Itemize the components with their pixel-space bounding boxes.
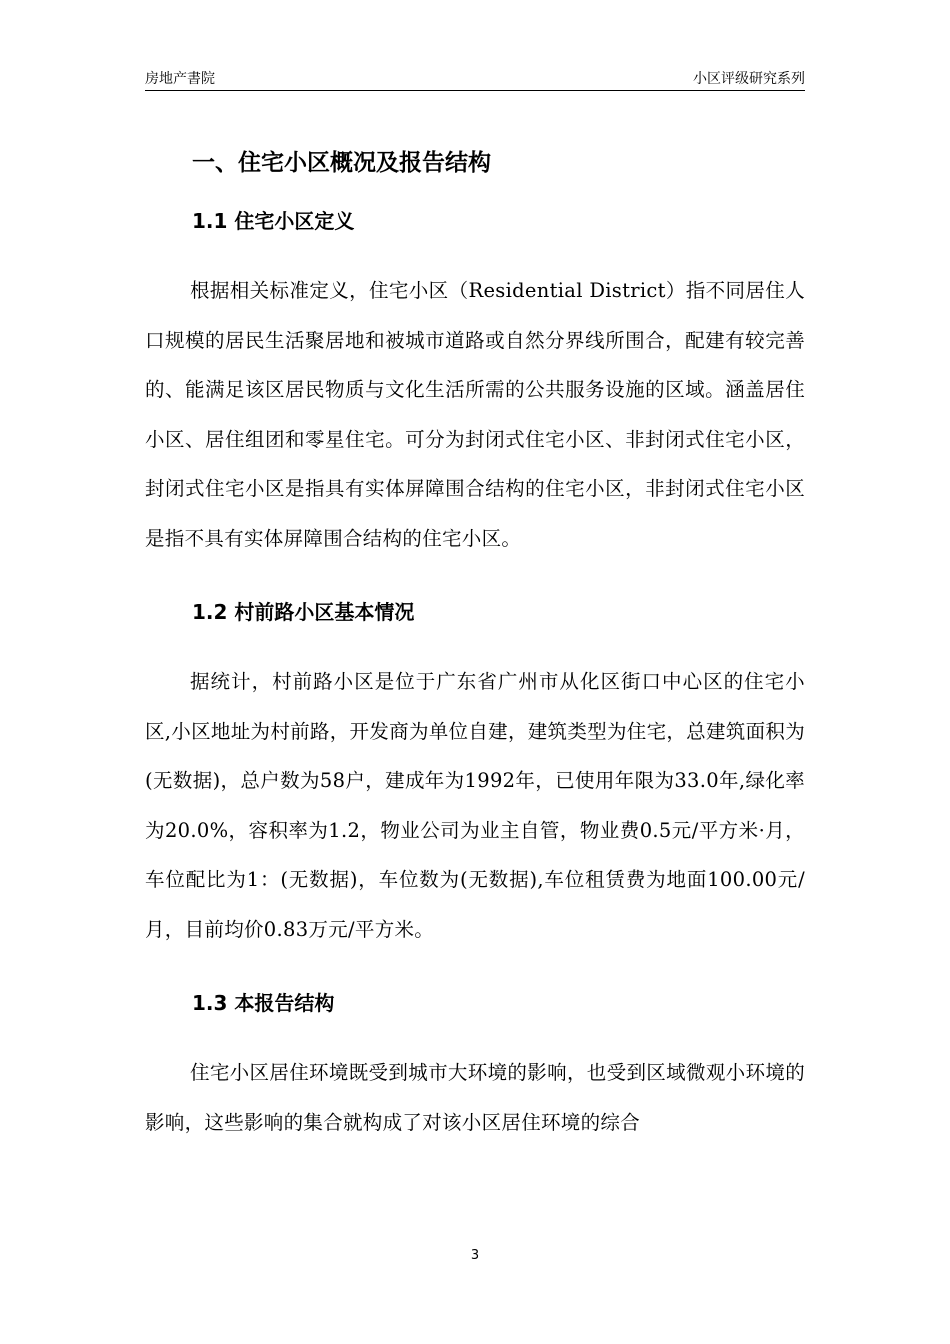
section-1-1-paragraph: 根据相关标准定义，住宅小区（Residential District）指不同居住人口规模的居民生活聚居地和被城市道路或自然分界线所围合，配建有较完善的、能满足该区居民物质与文化生活所需的公共服务设施的区域。涵盖居住小区、居住组团和零星住宅。可分为封闭式住宅小区、非封闭式住宅小区，封闭式住宅小区是指具有实体屏障围合结构的住宅小区，非封闭式住宅小区是指不具有实体屏障围合结构的住宅小区。 [145,279,805,550]
section-1-1-heading: 1.1 住宅小区定义 [192,209,355,233]
section-1-2-heading: 1.2 村前路小区基本情况 [192,600,415,624]
document-body [145,140,805,1147]
header-series-title: 小区评级研究系列 [693,71,805,87]
page-number: 3 [470,1248,480,1263]
section-1-3-paragraph: 住宅小区居住环境既受到城市大环境的影响，也受到区域微观小环境的影响，这些影响的集合就构成了对该小区居住环境的综合 [145,1061,805,1134]
section-1-2-paragraph: 据统计，村前路小区是位于广东省广州市从化区街口中心区的住宅小区,小区地址为村前路，开发商为单位自建，建筑类型为住宅，总建筑面积为(无数据)，总户数为58户，建成年为1992年，已使用年限为33.0年,绿化率为20.0%，容积率为1.2，物业公司为业主自管，物业费0.5元/平方米·月，车位配比为1：(无数据)，车位数为(无数据),车位租赁费为地面100.00元/月，目前均价0.83万元/平方米。 [145,670,805,941]
section-1-heading: 一、住宅小区概况及报告结构 [192,150,491,176]
header-publisher: 房地产書院 [145,71,215,87]
section-1-3-heading: 1.3 本报告结构 [192,991,335,1015]
page-header [145,66,805,91]
